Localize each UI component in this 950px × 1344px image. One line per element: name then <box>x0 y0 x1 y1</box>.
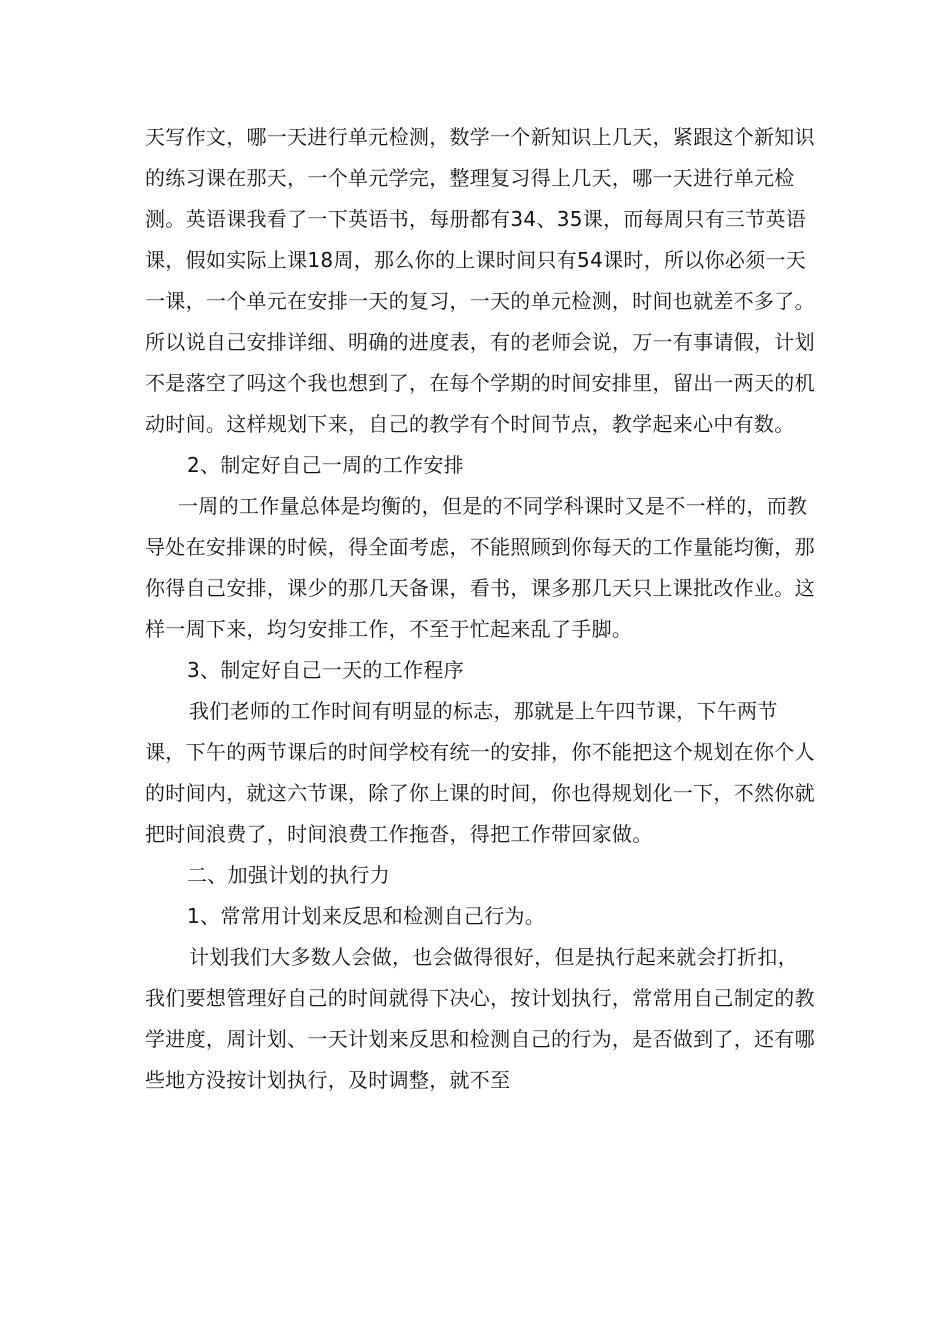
section-heading-execution: 二、加强计划的执行力 <box>187 863 390 887</box>
paragraph-weekly-plan: 一周的工作量总体是均衡的，但是的不同学科课时又是不一样的，而教导处在安排课的时候，得全面考虑，不能照顾到你每天的工作量能均衡，那你得自己安排，课少的那几天备课，看书，课多那几天只上课批改作业。这样一周下来，均匀安排工作，不至于忙起来乱了手脚。 <box>145 494 815 641</box>
document-body <box>145 117 815 1101</box>
paragraph-continuation: 天写作文，哪一天进行单元检测，数学一个新知识上几天，紧跟这个新知识的练习课在那天，一个单元学完，整理复习得上几天，哪一天进行单元检测。英语课我看了一下英语书，每册都有34、35课，而每周只有三节英语课，假如实际上课18周，那么你的上课时间只有54课时，所以你必须一天一课，一个单元在安排一天的复习，一天的单元检测，时间也就差不多了。所以说自己安排详细、明确的进度表，有的老师会说，万一有事请假，计划不是落空了吗这个我也想到了，在每个学期的时间安排里，留出一两天的机动时间。这样规划下来，自己的教学有个时间节点，教学起来心中有数。 <box>145 125 815 436</box>
paragraph-reflect-plan: 计划我们大多数人会做，也会做得很好，但是执行起来就会打折扣，我们要想管理好自己的时间就得下决心，按计划执行，常常用自己制定的教学进度，周计划、一天计划来反思和检测自己的行为，是否做到了，还有哪些地方没按计划执行，及时调整，就不至 <box>145 945 815 1092</box>
paragraph-daily-routine: 我们老师的工作时间有明显的标志，那就是上午四节课，下午两节课，下午的两节课后的时间学校有统一的安排，你不能把这个规划在你个人的时间内，就这六节课，除了你上课的时间，你也得规划化一下，不然你就把时间浪费了，时间浪费工作拖沓，得把工作带回家做。 <box>145 699 815 846</box>
subheading-reflect-plan: 1、常常用计划来反思和检测自己行为。 <box>187 904 546 928</box>
subheading-weekly-plan: 2、制定好自己一周的工作安排 <box>187 453 464 477</box>
subheading-daily-routine: 3、制定好自己一天的工作程序 <box>187 658 464 682</box>
